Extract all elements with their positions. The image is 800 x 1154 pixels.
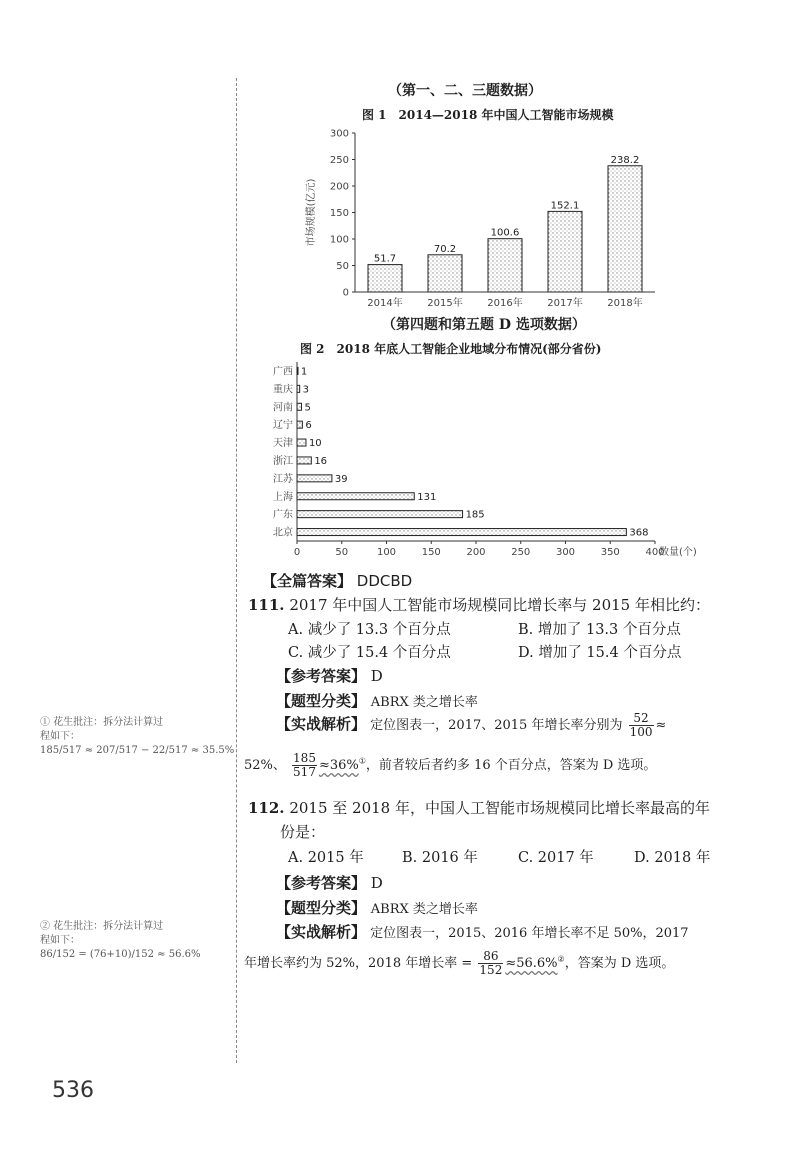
figure1-y-tick-label: 300 xyxy=(329,128,349,140)
q112-option-c: C. 2017 年 xyxy=(518,850,594,866)
figure2-y-tick-label: 浙江 xyxy=(273,455,293,467)
q111-stem xyxy=(248,594,710,615)
q111-reference-answer: 【参考答案】 D xyxy=(276,667,383,685)
figure2-bar xyxy=(297,367,298,374)
figure1-y-tick-label: 100 xyxy=(329,234,349,246)
figure2-y-tick-label: 北京 xyxy=(273,527,293,539)
figure1-y-tick-label: 150 xyxy=(329,208,349,219)
figure1-y-tick-label: 200 xyxy=(329,181,349,193)
figure2-x-tick-label: 150 xyxy=(421,547,441,558)
figure1-data-label: 152.1 xyxy=(550,200,580,212)
q111-analysis-line1: 【实战解析】 定位图表一，2017、2015 年增长率分别为 $\frac{52}{100}$ ≈ xyxy=(276,711,667,739)
figure1-chart xyxy=(300,120,680,315)
q112-wavy-calc: $\frac{86}{152}$ ≈56.6% xyxy=(479,949,558,977)
q111-side-note: ① 花生批注：拆分法计算过 程如下： 185/517 ≈ 207/517 − 22/517 ≈ 35.5% xyxy=(40,717,235,756)
figure1-x-tick-label: 2015年 xyxy=(427,298,463,309)
figure2-bar xyxy=(297,475,332,482)
figure2-bar xyxy=(297,457,311,464)
figure1-y-axis-label: 市场规模(亿元) xyxy=(306,178,317,247)
figure1-x-tick-label: 2016年 xyxy=(487,298,523,309)
page-number: 536 xyxy=(52,1078,94,1103)
figure2-bar xyxy=(297,421,302,428)
figure2-bar xyxy=(297,403,301,410)
figure1-bar xyxy=(488,239,522,292)
figure2-y-tick-label: 河南 xyxy=(273,402,293,414)
q112-number: 112. xyxy=(248,799,285,817)
q112-stem-line2: 份是： xyxy=(280,823,326,841)
q111-number: 111. xyxy=(248,596,285,614)
q111-stem-text: 2017 年中国人工智能市场规模同比增长率与 2015 年相比约： xyxy=(289,596,710,614)
figure1-bar xyxy=(608,166,642,292)
q112-option-b: B. 2016 年 xyxy=(402,850,478,866)
figure1-bar xyxy=(368,265,402,292)
figure2-title: 图 2 2018 年底人工智能企业地域分布情况(部分省份) xyxy=(300,342,602,356)
q112-side-note: ② 花生批注：拆分法计算过 程如下： 86/152 = (76+10)/152 ≈ 56.6% xyxy=(40,921,201,960)
figure1-bar xyxy=(548,211,582,292)
all-answers xyxy=(262,570,412,591)
figure2-y-tick-label: 重庆 xyxy=(273,384,293,396)
figure2-bar xyxy=(297,511,463,518)
figure2-data-label: 1 xyxy=(300,366,308,378)
q112-note-marker: ② xyxy=(557,954,565,964)
figure2-data-label: 6 xyxy=(305,420,312,432)
figure2-x-tick-label: 350 xyxy=(600,547,620,558)
figure1-data-label: 100.6 xyxy=(490,227,520,239)
figure1-y-tick-label: 0 xyxy=(342,287,349,299)
figure2-bar xyxy=(297,439,306,446)
q112-side-note-formula: 86/152 = (76+10)/152 ≈ 56.6% xyxy=(40,949,201,960)
figure2-y-tick-label: 上海 xyxy=(273,491,293,503)
margin-divider xyxy=(236,78,237,1063)
figure1-title: 图 1 2014—2018 年中国人工智能市场规模 xyxy=(362,108,614,122)
figure2-x-tick-label: 50 xyxy=(335,547,349,558)
q112-analysis-line1: 【实战解析】 定位图表一，2015、2016 年增长率不足 50%，2017 xyxy=(276,923,689,941)
figure2-x-tick-label: 250 xyxy=(511,547,531,558)
figure2-data-label: 185 xyxy=(465,509,485,521)
q112-reference-answer: 【参考答案】 D xyxy=(276,874,383,892)
figure2-bar xyxy=(297,385,300,392)
figure2-x-tick-label: 100 xyxy=(376,547,397,558)
figure2-data-label: 5 xyxy=(304,402,311,414)
q111-option-a: A. 减少了 13.3 个百分点 xyxy=(288,622,451,638)
figure1-data-label: 70.2 xyxy=(433,243,457,255)
figure2-y-tick-label: 江苏 xyxy=(273,473,293,485)
figure2-y-tick-label: 广东 xyxy=(273,509,293,521)
q111-note-marker: ① xyxy=(358,756,366,766)
figure2-y-tick-label: 广西 xyxy=(273,366,293,378)
figure1-data-label: 238.2 xyxy=(610,154,640,166)
q112-stem-line1: 112. 2015 至 2018 年，中国人工智能市场规模同比增长率最高的年 xyxy=(248,799,710,817)
q111-fraction-a: $\frac{52}{100}$ xyxy=(629,711,653,739)
figure2-bar xyxy=(297,493,414,500)
figure1-y-tick-label: 250 xyxy=(329,155,349,166)
figure1-bar xyxy=(428,255,462,292)
q111-wavy-calc: $\frac{185}{517}$ ≈36% xyxy=(293,751,359,779)
q112-analysis-line2: 年增长率约为 52%，2018 年增长率 = $\frac{86}{152}$ ≈56.6%②，答案为 D 选项。 xyxy=(244,949,675,977)
figure2-chart xyxy=(255,358,735,563)
q111-analysis-line2: 52%、 $\frac{185}{517}$ ≈36%①，前者较后者约多 16 个百分点，答案为 D 选项。 xyxy=(244,751,657,779)
q111-option-d: D. 增加了 15.4 个百分点 xyxy=(518,645,682,661)
figure2-data-label: 3 xyxy=(302,384,310,396)
q111-option-c: C. 减少了 15.4 个百分点 xyxy=(288,645,451,661)
figure1-x-tick-label: 2014年 xyxy=(367,298,403,309)
q112-type: 【题型分类】 ABRX 类之增长率 xyxy=(276,899,478,917)
figure1-section-caption: （第一、二、三题数据） xyxy=(388,83,542,99)
figure1-y-tick-label: 50 xyxy=(336,261,349,272)
q112-fraction: $\frac{86}{152}$ xyxy=(479,949,503,977)
q111-side-note-formula: 185/517 ≈ 207/517 − 22/517 ≈ 35.5% xyxy=(40,745,235,756)
figure2-section-caption: （第四题和第五题 D 选项数据） xyxy=(382,317,586,333)
figure2-x-tick-label: 200 xyxy=(466,547,486,558)
figure1-x-tick-label: 2018年 xyxy=(607,298,643,309)
figure2-x-tick-label: 0 xyxy=(293,547,301,558)
figure2-x-tick-label: 400 xyxy=(645,547,665,558)
figure2-y-tick-label: 天津 xyxy=(273,438,293,450)
figure2-data-label: 131 xyxy=(417,491,437,503)
q111-type: 【题型分类】 ABRX 类之增长率 xyxy=(276,692,478,710)
figure2-data-label: 39 xyxy=(334,473,348,485)
all-answers-label: 【全篇答案】 xyxy=(262,572,353,590)
figure2-y-tick-label: 辽宁 xyxy=(273,420,293,432)
figure2-data-label: 368 xyxy=(629,527,649,539)
figure1-x-tick-label: 2017年 xyxy=(547,298,583,309)
all-answers-value: DDCBD xyxy=(356,572,413,590)
figure2-data-label: 16 xyxy=(314,455,328,467)
q111-fraction-b: $\frac{185}{517}$ xyxy=(293,751,316,779)
figure1-data-label: 51.7 xyxy=(373,253,397,265)
q112-option-d: D. 2018 年 xyxy=(634,850,711,866)
q112-option-a: A. 2015 年 xyxy=(288,850,364,866)
q111-option-b: B. 增加了 13.3 个百分点 xyxy=(518,622,681,638)
figure2-data-label: 10 xyxy=(308,438,322,450)
figure2-bar xyxy=(297,529,626,536)
figure2-x-tick-label: 300 xyxy=(555,547,576,558)
figure2-x-axis-label: 数量(个) xyxy=(659,547,697,558)
